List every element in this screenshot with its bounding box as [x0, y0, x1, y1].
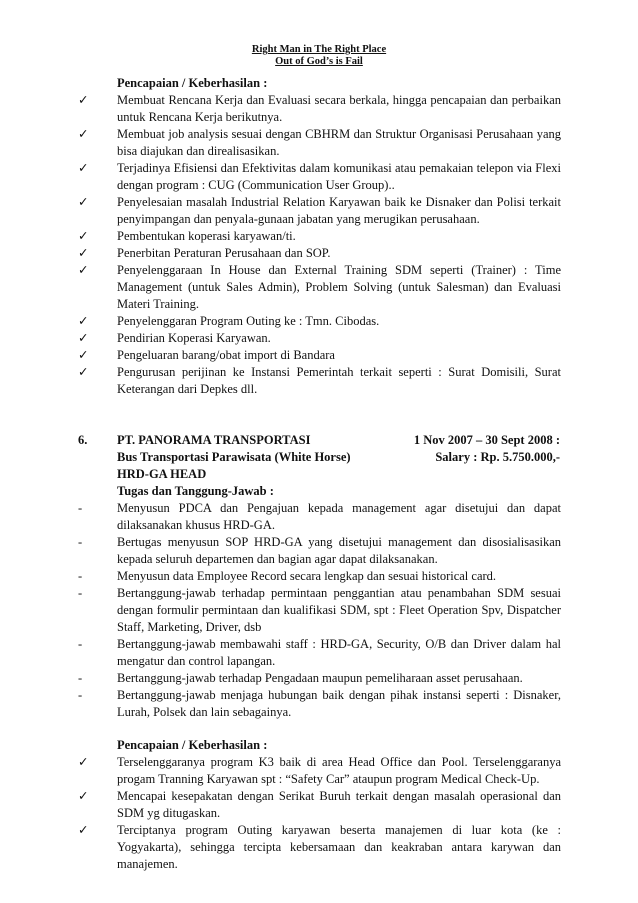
list-item-text: Bertanggung-jawab menjaga hubungan baik dengan pihak instansi seperti : Disnaker, Lurah, Polsek dan lain sebagainya. [117, 688, 561, 719]
check-icon: ✓ [78, 263, 89, 277]
list-item-text: Mencapai kesepakatan dengan Serikat Buruh terkait dengan masalah operasional dan SDM yg ditugaskan. [117, 789, 561, 820]
list-item-text: Bertanggung-jawab terhadap Pengadaan maupun pemeliharaan asset perusahaan. [117, 671, 523, 685]
check-icon: ✓ [78, 331, 89, 345]
duties-heading: Tugas dan Tanggung-Jawab : [117, 484, 274, 498]
job-number: 6. [78, 433, 88, 447]
header-subtitle: Out of God’s is Fail [275, 56, 363, 67]
division-name: Bus Transportasi Parawisata (White Horse) [117, 450, 351, 464]
header-title: Right Man in The Right Place [251, 44, 387, 55]
check-icon: ✓ [78, 789, 89, 803]
list-item-text: Penyelenggaraan In House dan External Training SDM seperti (Trainer) : Time Management (untuk Sales Admin), Problem Solving (untuk Salesman) dan Evaluasi Materi Training. [117, 263, 561, 311]
check-icon: ✓ [78, 314, 89, 328]
check-icon: ✓ [78, 161, 89, 175]
list-item-text: Penyelesaian masalah Industrial Relation Karyawan baik ke Disnaker dan Polisi terkait penyimpangan dan penyala-gunaan jabatan yang merugikan perusahaan. [117, 195, 561, 226]
check-icon: ✓ [78, 195, 89, 209]
list-item-text: Pendirian Koperasi Karyawan. [117, 331, 271, 345]
check-icon: ✓ [78, 127, 89, 141]
dash-marker: - [78, 569, 83, 583]
list-item-text: Membuat Rencana Kerja dan Evaluasi secara berkala, hingga pencapaian dan perbaikan untuk Rencana Kerja berikutnya. [117, 93, 561, 124]
dash-marker: - [78, 586, 83, 600]
dash-marker: - [78, 501, 83, 515]
list-item-text: Terselenggaranya program K3 baik di area Head Office dan Pool. Terselenggaranya progam Tranning Karyawan spt : “Safety Car” ataupun program Medical Check-Up. [117, 755, 561, 786]
list-item-text: Bertanggung-jawab membawahi staff : HRD-GA, Security, O/B dan Driver dalam hal mengatur dan control lapangan. [117, 637, 561, 668]
job-period: 1 Nov 2007 – 30 Sept 2008 : [413, 433, 560, 447]
company-name: PT. PANORAMA TRANSPORTASI [117, 433, 311, 447]
check-icon: ✓ [78, 246, 89, 260]
check-icon: ✓ [78, 365, 89, 379]
check-icon: ✓ [78, 93, 89, 107]
list-item-text: Penerbitan Peraturan Perusahaan dan SOP. [117, 246, 331, 260]
list-item-text: Pengeluaran barang/obat import di Bandara [117, 348, 335, 362]
list-item-text: Bertanggung-jawab terhadap permintaan penggantian atau penambahan SDM sesuai dengan formulir permintaan dan kualifikasi SDM, spt : Fleet Operation Spv, Dispatcher Staff, Marketing, Driver, dsb [117, 586, 561, 634]
check-icon: ✓ [78, 823, 89, 837]
list-item-text: Menyusun data Employee Record secara lengkap dan sesuai historical card. [117, 569, 497, 583]
check-icon: ✓ [78, 348, 89, 362]
check-icon: ✓ [78, 755, 89, 769]
section-heading: Pencapaian / Keberhasilan : [117, 76, 268, 90]
list-item-text: Bertugas menyusun SOP HRD-GA yang disetujui management dan disosialisasikan kepada seluruh departemen dan bagian agar dapat dilaksanakan. [117, 535, 561, 566]
check-icon: ✓ [78, 229, 89, 243]
list-item-text: Penyelenggaran Program Outing ke : Tmn. Cibodas. [117, 314, 380, 328]
list-item-text: Pengurusan perijinan ke Instansi Pemerintah terkait seperti : Surat Domisili, Surat Keterangan dari Depkes dll. [117, 365, 561, 396]
dash-marker: - [78, 535, 83, 549]
list-item-text: Terciptanya program Outing karyawan beserta manajemen di luar kota (ke : Yogyakarta), sehingga tercipta kebersamaan dan keakraban antara karywan dan manajemen. [117, 823, 561, 871]
list-item-text: Membuat job analysis sesuai dengan CBHRM dan Struktur Organisasi Perusahaan yang bisa diajukan dan direalisasikan. [117, 127, 561, 158]
list-item-text: Pembentukan koperasi karyawan/ti. [117, 229, 296, 243]
achievements-heading: Pencapaian / Keberhasilan : [117, 738, 268, 752]
dash-marker: - [78, 671, 83, 685]
salary: Salary : Rp. 5.750.000,- [435, 450, 560, 464]
list-item-text: Terjadinya Efisiensi dan Efektivitas dalam komunikasi atau pemakaian telepon via Flexi dengan program : CUG (Communication User Group).. [117, 161, 561, 192]
dash-marker: - [78, 688, 83, 702]
position-title: HRD-GA HEAD [117, 467, 207, 481]
list-item-text: Menyusun PDCA dan Pengajuan kepada management agar disetujui dan dapat dilaksanakan khusus HRD-GA. [117, 501, 561, 532]
dash-marker: - [78, 637, 83, 651]
